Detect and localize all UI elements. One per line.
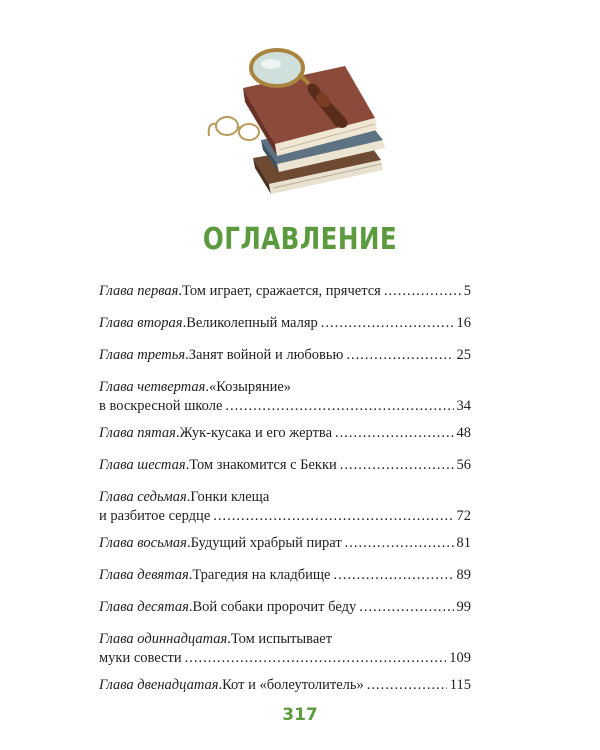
page-number: 317 xyxy=(282,705,318,725)
toc-title: Кот и «болеутолитель» xyxy=(222,677,364,693)
toc-entry[interactable] xyxy=(99,534,471,553)
toc-entry[interactable] xyxy=(99,346,471,365)
toc-title: Занят войной и любовью xyxy=(188,347,344,363)
toc-page-number: 16 xyxy=(456,315,471,331)
toc-page-number: 72 xyxy=(456,508,471,524)
toc-chapter-label: Глава третья xyxy=(99,347,186,363)
toc-chapter-label: Глава вторая xyxy=(99,315,183,331)
spectacles-icon xyxy=(209,117,259,140)
toc-leader-dots xyxy=(384,282,461,301)
toc-separator: . xyxy=(188,599,193,615)
toc-title: «Козыряние» xyxy=(208,379,292,395)
toc-title: Будущий храбрый пират xyxy=(190,535,342,551)
toc-chapter-label: Глава девятая xyxy=(99,567,189,583)
toc-page-number: 89 xyxy=(456,567,471,583)
toc-title-continued: муки совести xyxy=(99,650,182,666)
toc-title: Жук-кусака и его жертва xyxy=(179,425,333,441)
toc-title-continued: в воскресной школе xyxy=(99,398,223,414)
toc-page-number: 48 xyxy=(456,425,471,441)
toc-separator: . xyxy=(227,631,231,647)
toc-title: Вой собаки пророчит беду xyxy=(192,599,357,615)
toc-title: Великолепный маляр xyxy=(186,315,318,331)
toc-leader-dots xyxy=(346,346,453,365)
toc-chapter-label: Глава двенадцатая xyxy=(99,677,219,693)
toc-chapter-label: Глава седьмая xyxy=(99,489,187,505)
toc-separator: . xyxy=(175,425,180,441)
toc-chapter-label: Глава шестая xyxy=(99,457,186,473)
toc-leader-dots xyxy=(340,456,454,475)
toc-entry[interactable] xyxy=(99,282,471,301)
toc-chapter-label: Глава первая xyxy=(99,283,179,299)
toc-entry[interactable] xyxy=(99,598,471,617)
toc-page-number: 5 xyxy=(463,283,471,299)
toc-page-number: 99 xyxy=(456,599,471,615)
toc-entry[interactable] xyxy=(99,314,471,333)
toc-page-number: 115 xyxy=(449,677,471,693)
toc-entry[interactable] xyxy=(99,424,471,443)
toc-separator: . xyxy=(186,489,191,505)
toc-entry[interactable] xyxy=(99,456,471,475)
toc-chapter-label: Глава одиннадцатая xyxy=(99,631,228,647)
toc-leader-dots xyxy=(321,314,454,333)
toc-title: Том испытывает xyxy=(230,631,333,647)
toc-chapter-label: Глава пятая xyxy=(99,425,176,441)
toc-separator: . xyxy=(182,315,187,331)
toc-title-continued: и разбитое сердце xyxy=(99,508,211,524)
toc-chapter-label: Глава десятая xyxy=(99,599,189,615)
toc-title: Том знакомится с Бекки xyxy=(189,457,337,473)
toc-entry[interactable] xyxy=(99,676,471,695)
toc-separator: . xyxy=(188,567,193,583)
toc-page-number: 109 xyxy=(449,650,471,666)
toc-entry[interactable] xyxy=(99,378,471,416)
toc-entry[interactable] xyxy=(99,488,471,526)
toc-separator: . xyxy=(205,379,209,395)
toc-separator: . xyxy=(178,283,183,299)
toc-leader-dots xyxy=(335,424,453,443)
toc-page-number: 34 xyxy=(456,398,471,414)
toc-leader-dots xyxy=(225,397,453,416)
toc-title: Том играет, сражается, прячется xyxy=(182,283,381,299)
toc-separator: . xyxy=(185,347,189,363)
page-title: ОГЛАВЛЕНИЕ xyxy=(202,222,398,257)
toc-title: Гонки клеща xyxy=(190,489,270,505)
toc-leader-dots xyxy=(213,507,453,526)
toc-leader-dots xyxy=(345,534,454,553)
toc-title: Трагедия на кладбище xyxy=(192,567,331,583)
toc-entry[interactable] xyxy=(99,566,471,585)
toc-leader-dots xyxy=(185,649,447,668)
toc-chapter-label: Глава восьмая xyxy=(99,535,187,551)
toc-separator: . xyxy=(186,535,191,551)
toc-leader-dots xyxy=(367,676,447,695)
toc-entry[interactable] xyxy=(99,630,471,668)
toc-page-number: 25 xyxy=(456,347,471,363)
toc-leader-dots xyxy=(333,566,453,585)
toc-page-number: 56 xyxy=(456,457,471,473)
toc-leader-dots xyxy=(359,598,453,617)
toc-chapter-label: Глава четвертая xyxy=(99,379,206,395)
toc-separator: . xyxy=(218,677,223,693)
toc-page-number: 81 xyxy=(456,535,471,551)
toc-separator: . xyxy=(185,457,190,473)
books-magnifier-illustration xyxy=(205,40,395,200)
